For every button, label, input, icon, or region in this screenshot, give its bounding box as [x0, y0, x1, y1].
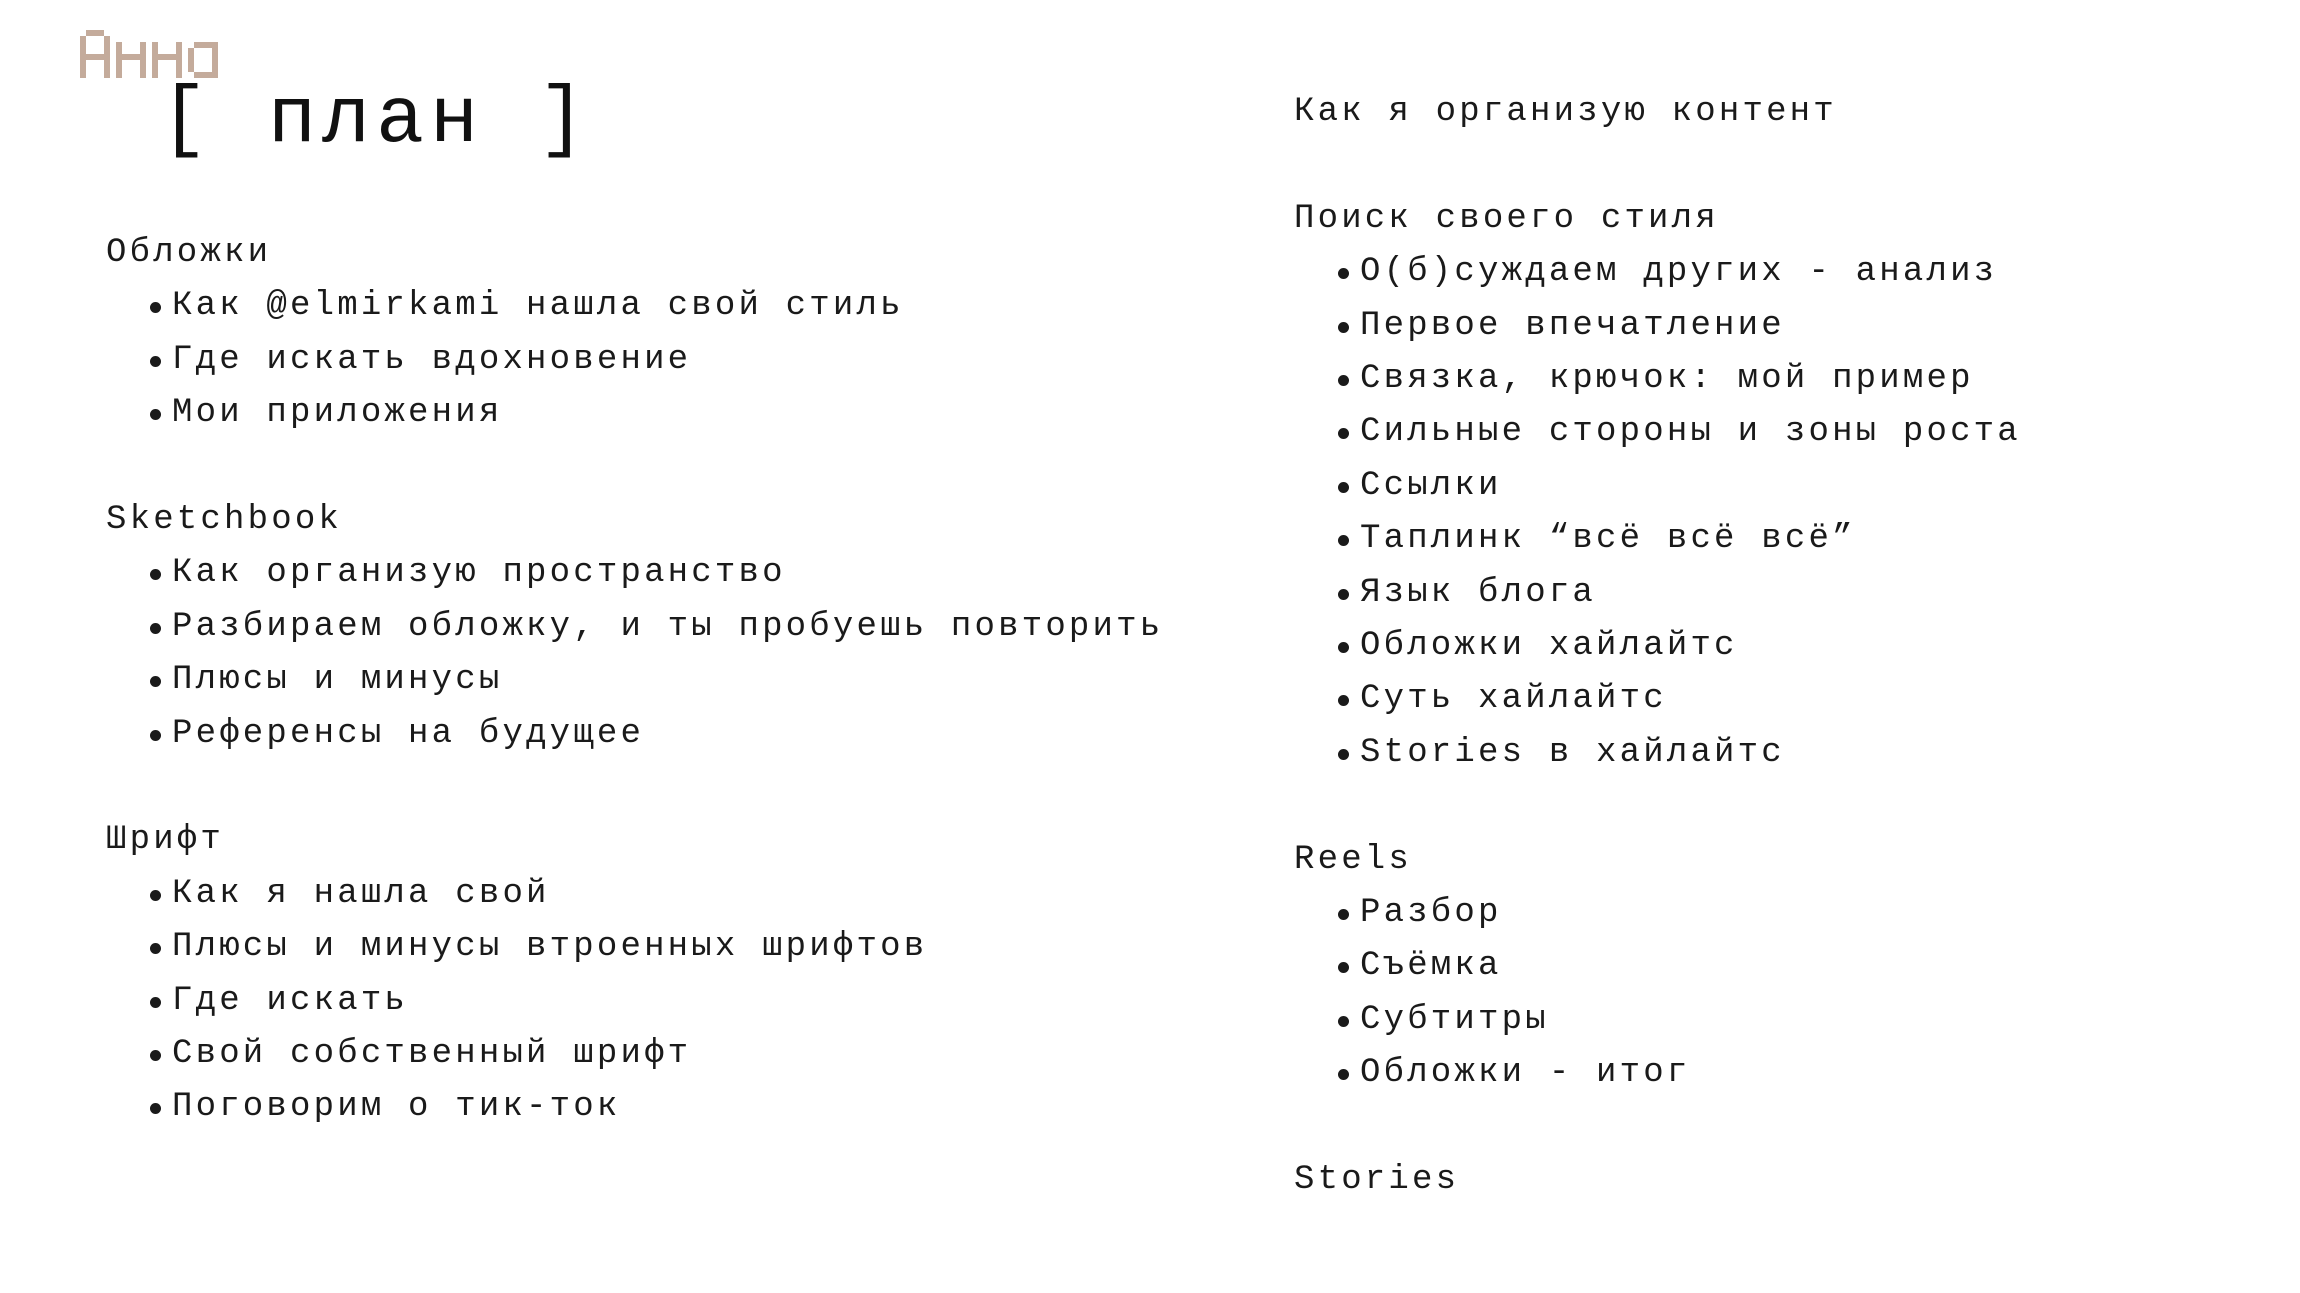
list-item: Stories в хайлайтс: [1294, 727, 2021, 780]
outline-section: [1294, 193, 2021, 780]
list-item: Связка, крючок: мой пример: [1294, 353, 2021, 406]
bullet-list: [106, 868, 1163, 1135]
list-item: Мои приложения: [106, 387, 1163, 440]
list-item: Первое впечатление: [1294, 300, 2021, 353]
list-item: Разбираем обложку, и ты пробуешь повторить: [106, 601, 1163, 654]
bullet-list: [106, 547, 1163, 761]
section-heading: Как я организую контент: [1294, 93, 1837, 131]
bullet-list: [1294, 246, 2021, 780]
bullet-list: [1294, 887, 2021, 1101]
outline-section: [106, 494, 1163, 761]
list-item: Поговорим о тик-ток: [106, 1081, 1163, 1134]
section-heading: Обложки: [106, 234, 272, 272]
list-item: Плюсы и минусы: [106, 654, 1163, 707]
page-title: [ план ]: [160, 75, 593, 166]
list-item: Таплинк “всё всё всё”: [1294, 513, 2021, 566]
list-item: Как я нашла свой: [106, 868, 1163, 921]
list-item: Суть хайлайтс: [1294, 673, 2021, 726]
section-heading: Шрифт: [106, 821, 225, 860]
list-item: Ссылки: [1294, 460, 2021, 513]
list-item: Сильные стороны и зоны роста: [1294, 406, 2021, 459]
outline-section: [1294, 834, 2021, 1101]
list-item: Обложки - итог: [1294, 1047, 2021, 1100]
right-column: [1294, 86, 2021, 1207]
list-item: Обложки хайлайтс: [1294, 620, 2021, 673]
list-item: Съёмка: [1294, 940, 2021, 993]
outline-section: [1294, 86, 2021, 139]
left-column: [106, 227, 1163, 1135]
list-item: Разбор: [1294, 887, 2021, 940]
list-item: Референсы на будущее: [106, 708, 1163, 761]
outline-section: [106, 814, 1163, 1134]
outline-section: [106, 227, 1163, 441]
section-heading: Поиск своего стиля: [1294, 199, 1719, 238]
section-heading: Reels: [1294, 840, 1413, 879]
list-item: Плюсы и минусы втроенных шрифтов: [106, 921, 1163, 974]
list-item: Где искать: [106, 975, 1163, 1028]
list-item: Язык блога: [1294, 567, 2021, 620]
bullet-list: [106, 280, 1163, 440]
section-heading: Stories: [1294, 1161, 1460, 1200]
list-item: Как организую пространство: [106, 547, 1163, 600]
list-item: Свой собственный шрифт: [106, 1028, 1163, 1081]
list-item: О(б)суждаем других - анализ: [1294, 246, 2021, 299]
outline-section: [1294, 1154, 2021, 1207]
list-item: Как @elmirkami нашла свой стиль: [106, 280, 1163, 333]
section-heading: Sketchbook: [106, 501, 343, 540]
list-item: Где искать вдохновение: [106, 334, 1163, 387]
list-item: Субтитры: [1294, 994, 2021, 1047]
